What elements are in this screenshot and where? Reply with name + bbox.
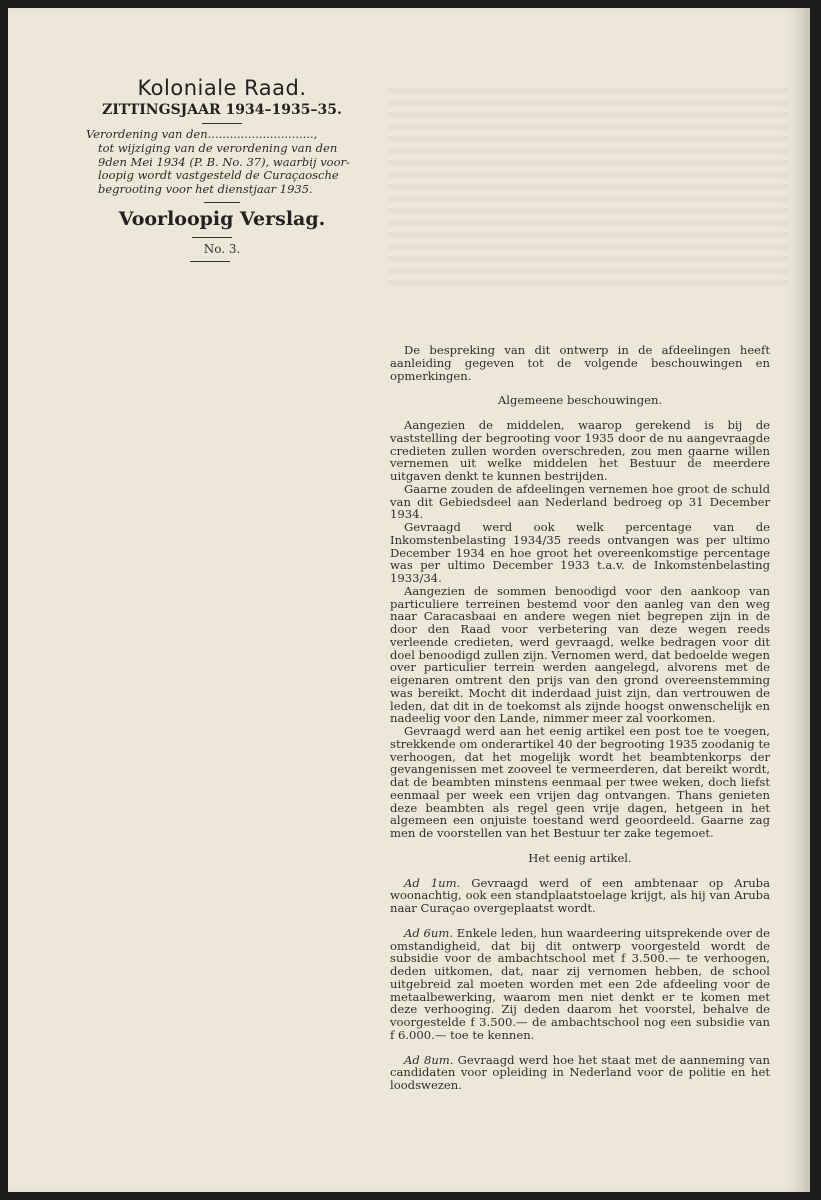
- bleed-through-shadow: [388, 88, 788, 288]
- body-paragraph: Aangezien de middelen, waarop gerekend is bij de vaststelling der begrooting voor 1935 door de nu aangevraagde credieten zullen worden overschreden, zou men gaarne willen vernemen uit welke middelen het Bestuur de meerdere uitgaven denkt te kunnen bestrijden.: [390, 418, 770, 483]
- ordinance-line: 9den Mei 1934 (P. B. No. 37), waarbij voor-: [98, 154, 350, 169]
- divider: [202, 123, 242, 124]
- article-item: [390, 927, 770, 1042]
- document-page: [8, 8, 810, 1192]
- ordinance-line: tot wijziging van de verordening van den: [98, 140, 338, 155]
- body-paragraph: Gevraagd werd ook welk percentage van de Inkomstenbelasting 1934/35 reeds ontvangen was per ultimo December 1934 en hoe groot het overeenkomstige percentage was per ultimo December 1933 t.a.v. de Inkomstenbelasting 1933/34.: [390, 520, 770, 585]
- council-title: Koloniale Raad.: [137, 76, 307, 100]
- section-heading-general: Algemeene beschouwingen.: [497, 393, 663, 408]
- article-item-lead: Ad 1um.: [404, 875, 461, 890]
- article-item-text: Gevraagd werd hoe het staat met de aanneming van candidaten voor opleiding in Nederland voor de politie en het loodswezen.: [390, 1052, 770, 1092]
- report-title: Voorloopig Verslag.: [118, 208, 326, 230]
- divider: [190, 261, 230, 262]
- session-year: ZITTINGSJAAR 1934–1935–35.: [102, 102, 342, 118]
- ordinance-line: loopig wordt vastgesteld de Curaçaosche: [98, 168, 339, 183]
- report-number: No. 3.: [203, 242, 241, 256]
- divider: [192, 237, 232, 238]
- article-item-lead: Ad 6um.: [404, 925, 454, 940]
- article-item-lead: Ad 8um.: [404, 1052, 454, 1067]
- article-item: [390, 877, 770, 915]
- article-item-text: Enkele leden, hun waardeering uitsprekende over de omstandigheid, dat bij dit ontwerp voorgesteld wordt de subsidie voor de ambachtschool met f 3.500.— te verhoogen, deden uitkomen, dat, naar zij vernomen hebben, de school uitgebreid zal moeten worden met een 2de afdeeling voor de metaalbewerking, waarom men niet denkt er te komen met deze verhooging. Zij deden daarom het voorstel, behalve de voorgestelde f 3.500.— de ambachtschool nog een subsidie van f 6.000.— toe te kennen.: [390, 925, 770, 1042]
- ordinance-line: Verordening van den.............................,: [86, 127, 318, 141]
- body-paragraph: Gevraagd werd aan het eenig artikel een post toe te voegen, strekkende om onderartikel 40 der begrooting 1935 zoodanig te verhoogen, dat het mogelijk wordt het beambtenkorps der gevangenissen met zooveel te vermeerderen, dat bereikt wordt, dat de beambten minstens eenmaal per twee weken, doch liefst eenmaal per week een vrijen dag ontvangen. Thans genieten deze beambten als regel geen vrije dagen, hetgeen in het algemeen een onjuiste toestand werd geoordeeld. Gaarne zag men de voorstellen van het Bestuur ter zake tegemoet.: [390, 724, 770, 840]
- ordinance-description: [86, 128, 352, 197]
- intro-paragraph: De bespreking van dit ontwerp in de afdeelingen heeft aanleiding gegeven tot de volgende beschouwingen en opmerkingen.: [390, 343, 770, 383]
- article-item-text: Gevraagd werd of een ambtenaar op Aruba woonachtig, ook een standplaatstoelage krijgt, als hij van Aruba naar Curaçao overgeplaatst wordt.: [390, 875, 770, 915]
- article-item: [390, 1054, 770, 1092]
- body-paragraph: Aangezien de sommen benoodigd voor den aankoop van particuliere terreinen bestemd voor den aanleg van den weg naar Caracasbaai en andere wegen niet begrepen zijn in de door den Raad voor verbetering van deze wegen reeds verleende credieten, werd gevraagd, welke bedragen voor dit doel benoodigd zullen zijn. Vernomen werd, dat bedoelde wegen over particulier terrein werden aangelegd, alvorens met de eigenaren omtrent den prijs van den grond overeenstemming was bereikt. Mocht dit inderdaad juist zijn, dan vertrouwen de leden, dat dit in de toekomst als zijnde hoogst onwenschelijk en nadeelig voor den Lande, nimmer meer zal voorkomen.: [390, 583, 770, 726]
- section-heading-article: Het eenig artikel.: [528, 850, 632, 865]
- report-body: [390, 344, 770, 1092]
- divider: [204, 202, 240, 203]
- ordinance-line: begrooting voor het dienstjaar 1935.: [98, 182, 313, 197]
- body-paragraph: Gaarne zouden de afdeelingen vernemen hoe groot de schuld van dit Gebiedsdeel aan Nederland bedroeg op 31 December 1934.: [390, 481, 770, 522]
